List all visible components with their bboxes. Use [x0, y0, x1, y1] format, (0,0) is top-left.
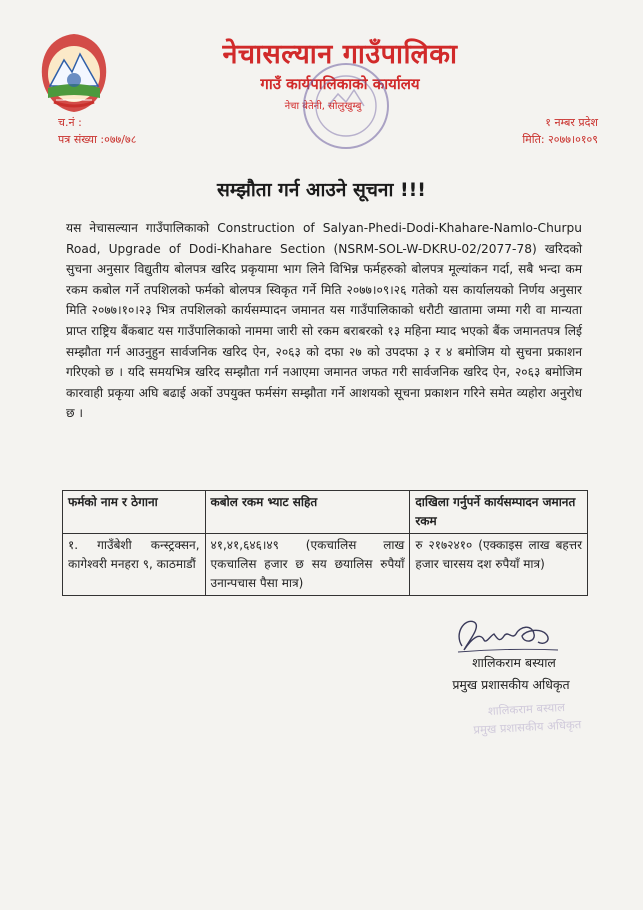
- nepal-emblem-icon: [34, 30, 114, 116]
- stamp-title: प्रमुख प्रशासकीय अधिकृत: [473, 717, 582, 737]
- office-address: नेचा बेतेनी, सोलुखुम्बु: [284, 101, 362, 112]
- table-row: [63, 534, 588, 596]
- bid-table: [62, 490, 588, 596]
- reference-block: [58, 114, 136, 148]
- cell-bid-amount: ४१,४१,६४६।४९ (एकचालिस लाख एकचालिस हजार छ सय छयालिस रुपैयाँ उनान्पचास पैसा मात्र): [205, 534, 410, 596]
- header-bid-amount: कबोल रकम भ्याट सहित: [205, 491, 410, 534]
- header-guarantee: दाखिला गर्नुपर्ने कार्यसम्पादन जमानत रकम: [410, 491, 588, 534]
- table-header-row: [63, 491, 588, 534]
- notice-title: सम्झौता गर्न आउने सूचना !!!: [217, 179, 426, 201]
- letter-number: पत्र संख्या :०७७/७८: [58, 133, 137, 146]
- office-name: गाउँ कार्यपालिकाको कार्यालय: [260, 75, 420, 93]
- signatory-name: शालिकराम बस्याल: [472, 655, 556, 670]
- name-stamp: [461, 697, 593, 744]
- letter-date: मिति: २०७७।०१०९: [522, 133, 598, 146]
- signatory-title: प्रमुख प्रशासकीय अधिकृत: [452, 677, 570, 692]
- province-label: १ नम्बर प्रदेश: [545, 116, 598, 129]
- notice-body: यस नेचासल्यान गाउँपालिकाको Construction of Salyan-Phedi-Dodi-Khahare-Namlo-Churpu Road, Upgrade of Dodi-Khahare Section (NSRM-SOL-W-DKRU-02/2077-78) खरिदको सुचना अनुसार विद्युतीय बोलपत्र खरिद प्रकृयामा भाग लिने विभिन्न फर्महरुको बोलपत्र मूल्यांकन गर्दा, सबै भन्दा कम रकम कबोल गर्ने तपशिलको फर्मको बोलपत्र स्विकृत गर्ने मिति २०७७।०९।२६ गतेको यस कार्यालयको निर्णय अनुसार मिति २०७७।१०।२३ भित्र तपशिलको कार्यसम्पादन जमानत यस गाउँपालिकाको धरौटी खातामा जम्मा गरी वा मान्यता प्राप्त राष्ट्रिय बैंकबाट यस गाउँपालिकाको नाममा जारी सो रकम बराबरको १३ महिना म्याद भएको बैंक जमानतपत्र लिई सम्झौता गर्न आउनुहुन सार्वजनिक खरिद ऐन, २०६३ को दफा २७ को उपदफा ३ र ४ बमोजिम यो सुचना प्रकाशन गरिएको छ । यदि समयभित्र खरिद सम्झौता गर्न नआएमा जमानत जफत गरी सार्वजनिक खरिद ऐन, २०६३ बमोजिम कारवाही प्रकृया अघि बढाई अर्को उपयुक्त फर्मसंग सम्झौता गर्ने आशयको सूचना प्रकाशन गरिने समेत व्यहोरा अनुरोध छ ।: [66, 221, 582, 421]
- province-date-block: [498, 114, 598, 148]
- signature-icon: [448, 612, 568, 658]
- cell-guarantee: रु २१७२४१० (एक्काइस लाख बहत्तर हजार चारसय दश रुपैयाँ मात्र): [410, 534, 588, 596]
- cell-firm: १. गाउँबेशी कन्स्ट्रक्सन, कागेश्वरी मनहरा ९, काठमाडौं: [63, 534, 206, 596]
- office-seal-icon: [298, 58, 394, 154]
- header-firm: फर्मको नाम र ठेगाना: [63, 491, 206, 534]
- ref-number-label: च.नं :: [58, 116, 82, 129]
- stamp-name: शालिकराम बस्याल: [487, 700, 566, 719]
- organization-name: नेचासल्यान गाउँपालिका: [222, 39, 458, 70]
